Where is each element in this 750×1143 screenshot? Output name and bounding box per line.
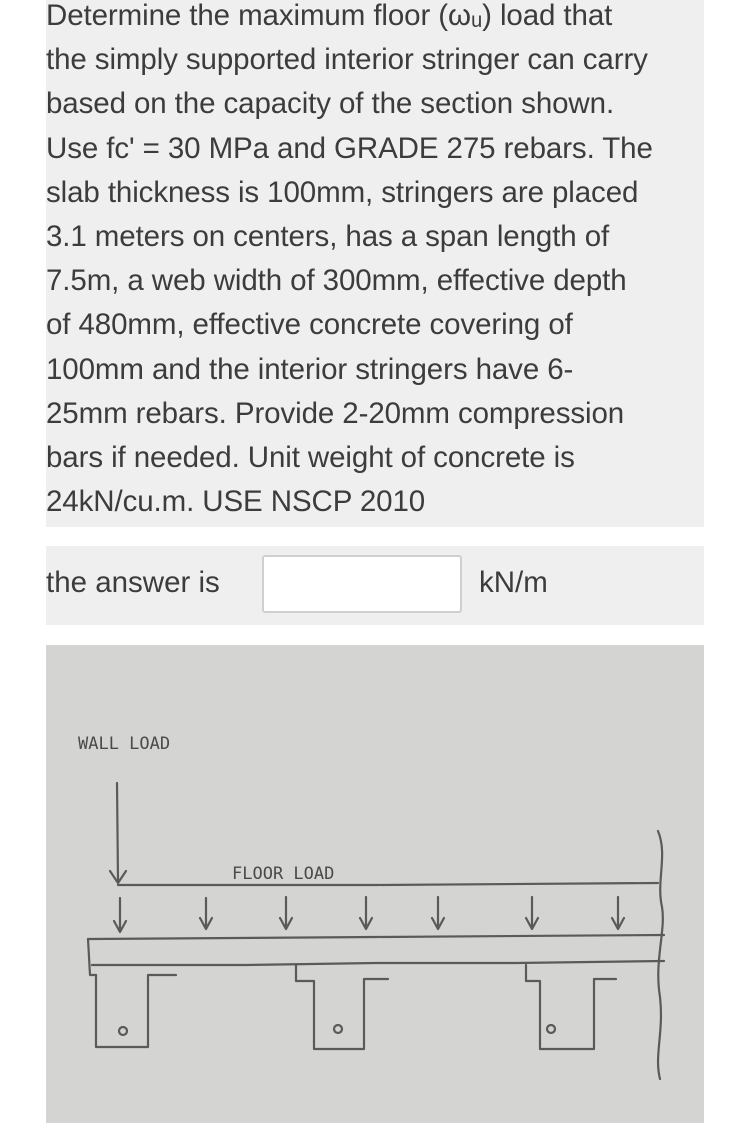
floor-load-arrow [432,897,444,929]
stringer-web-left [96,975,176,1047]
slab-top-line [118,883,658,885]
answer-panel [46,546,704,625]
floor-load-arrow [200,898,212,929]
question-text: Determine the maximum floor (ωᵤ) load that the simply supported interior stringer can carry based on the capacity of the section shown. Use fc' = 30 MPa and GRADE 275 rebars. The slab thickness is 100mm, stringers are placed 3.1 meters on centers, has a span length of 7.5m, a web width of 300mm, effective depth of 480mm, effective concrete covering of 100mm and the interior stringers have 6- 25mm rebars. Provide 2-20mm compression bars if needed. Unit weight of concrete is 24kN/cu.m. USE NSCP 2010 [46,0,653,519]
rebar-left [119,1027,127,1035]
floor-load-arrow [280,897,292,929]
question-panel [46,0,704,527]
section-sketch [46,645,704,1123]
answer-input[interactable] [262,555,462,613]
floor-load-arrow [360,897,372,929]
section-sketch-drawing [46,645,704,1123]
stringer-web-right [526,965,616,1049]
break-line [658,831,663,1079]
stringer-web-middle [296,965,388,1049]
wall-load-arrow [117,783,118,881]
answer-unit: kN/m [479,566,548,599]
floor-load-arrow [526,897,538,929]
rebar-middle [334,1025,342,1033]
answer-label: the answer is [46,566,220,599]
wall-load-label: WALL LOAD [78,734,171,754]
floor-load-arrow [114,898,126,932]
floor-load-arrow [612,897,624,929]
slab-outline [88,935,664,939]
floor-load-label: FLOOR LOAD [232,864,335,884]
rebar-right [547,1025,555,1033]
